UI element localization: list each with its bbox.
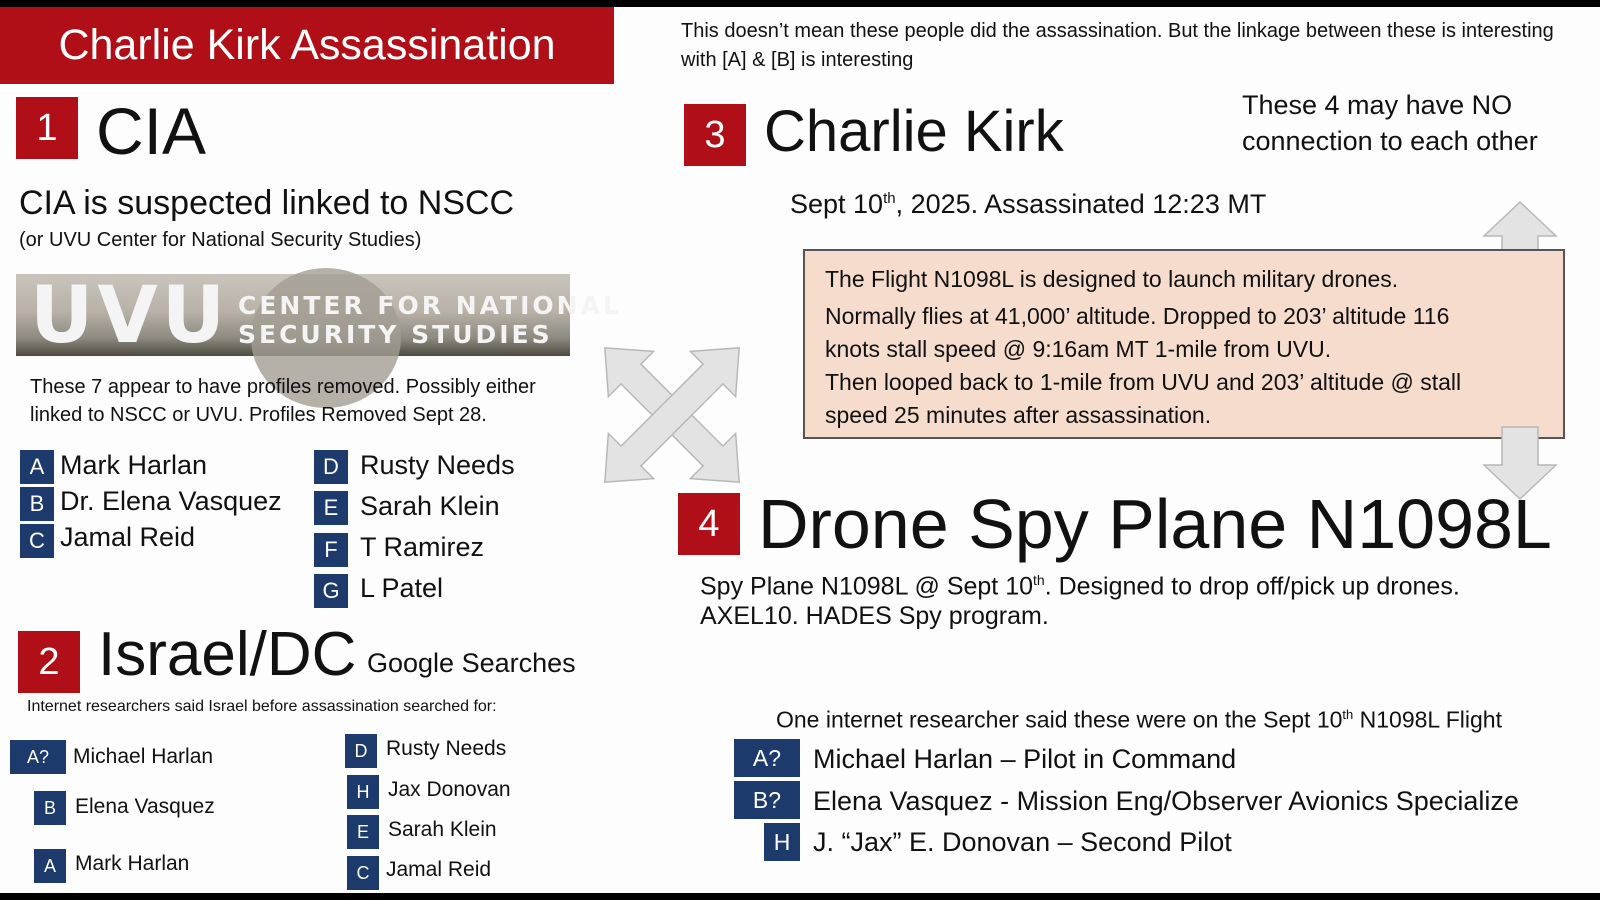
- crew-member: Elena Vasquez - Mission Eng/Observer Avionics Specialize: [813, 786, 1519, 816]
- crew-member: J. “Jax” E. Donovan – Second Pilot: [813, 827, 1232, 857]
- section-2-heading: Israel/DC: [98, 620, 357, 689]
- crossed-arrows-icon: [580, 337, 770, 497]
- search-label: E: [347, 815, 379, 849]
- section-2-subheading: Google Searches: [367, 648, 576, 678]
- search-label: A?: [10, 740, 66, 774]
- section-1-line2: (or UVU Center for National Security Studies): [19, 229, 422, 251]
- flight-info-box: [803, 249, 1565, 439]
- section-3-heading: Charlie Kirk: [764, 99, 1064, 164]
- person-name: Mark Harlan: [60, 450, 208, 480]
- search-name: Rusty Needs: [386, 737, 507, 760]
- spy-plane-line2: AXEL10. HADES Spy program.: [700, 602, 1049, 630]
- section-2-note: Internet researchers said Israel before assassination searched for:: [27, 698, 497, 715]
- search-label: H: [347, 775, 379, 809]
- person-name: Sarah Klein: [360, 491, 500, 521]
- person-label: E: [314, 491, 348, 525]
- person-label: C: [20, 524, 54, 558]
- slide: [0, 7, 1600, 893]
- section-4-number: 4: [678, 493, 740, 555]
- aside-line2: connection to each other: [1242, 126, 1538, 156]
- aside-line1: These 4 may have NO: [1242, 90, 1513, 120]
- uvu-logo-banner: [16, 271, 622, 361]
- flight-info-line: Then looped back to 1-mile from UVU and 203’ altitude @ stall: [825, 369, 1462, 395]
- flight-info-line: speed 25 minutes after assassination.: [825, 402, 1212, 428]
- person-name: L Patel: [360, 573, 444, 603]
- assassination-date: Sept 10th, 2025. Assassinated 12:23 MT: [790, 189, 1267, 219]
- person-name: Rusty Needs: [360, 450, 515, 480]
- section-1-line1: CIA is suspected linked to NSCC: [19, 184, 515, 222]
- uvu-logo-line2: SECURITY STUDIES: [238, 320, 553, 349]
- person-label: G: [314, 574, 348, 608]
- search-label: D: [345, 734, 377, 768]
- search-name: Mark Harlan: [75, 852, 190, 875]
- person-label: A: [20, 450, 54, 484]
- search-name: Sarah Klein: [388, 818, 497, 841]
- person-name: T Ramirez: [360, 532, 485, 562]
- search-label: C: [347, 856, 379, 890]
- crew-label: A?: [734, 739, 800, 777]
- search-name: Michael Harlan: [73, 745, 214, 768]
- search-name: Jamal Reid: [386, 858, 492, 881]
- crew-label: B?: [734, 781, 800, 819]
- section-3-number: 3: [684, 104, 746, 166]
- flight-info-line: The Flight N1098L is designed to launch military drones.: [825, 266, 1399, 292]
- profiles-removed-note: These 7 appear to have profiles removed. Possibly either linked to NSCC or UVU. Profiles Removed Sept 28.: [30, 376, 536, 426]
- slide-title: Charlie Kirk Assassination: [0, 7, 614, 84]
- search-name: Jax Donovan: [388, 778, 511, 801]
- uvu-logo-letters: UVU: [30, 271, 230, 361]
- spy-plane-line1: Spy Plane N1098L @ Sept 10th. Designed to drop off/pick up drones.: [700, 572, 1460, 601]
- search-name: Elena Vasquez: [75, 795, 215, 818]
- person-label: D: [314, 450, 348, 484]
- person-label: F: [314, 533, 348, 567]
- person-label: B: [20, 487, 54, 521]
- section-1-number: 1: [16, 97, 78, 159]
- search-label: A: [34, 849, 66, 883]
- person-name: Dr. Elena Vasquez: [60, 486, 282, 516]
- section-2-number: 2: [18, 631, 80, 693]
- flight-info-line: Normally flies at 41,000’ altitude. Dropped to 203’ altitude 116: [825, 303, 1450, 329]
- section-1-heading: CIA: [96, 94, 207, 168]
- person-name: Jamal Reid: [60, 522, 196, 552]
- crew-label: H: [764, 823, 800, 861]
- crew-member: Michael Harlan – Pilot in Command: [813, 744, 1237, 774]
- intro-note: This doesn’t mean these people did the assassination. But the linkage between these is interesting with [A] & [B] is interesting: [681, 20, 1554, 71]
- section-4-heading: Drone Spy Plane N1098L: [758, 485, 1552, 563]
- uvu-logo-line1: CENTER FOR NATIONAL: [238, 291, 622, 320]
- flight-info-line: knots stall speed @ 9:16am MT 1-mile from UVU.: [825, 336, 1332, 362]
- search-label: B: [34, 791, 66, 825]
- researcher-note: One internet researcher said these were on the Sept 10th N1098L Flight: [776, 706, 1502, 733]
